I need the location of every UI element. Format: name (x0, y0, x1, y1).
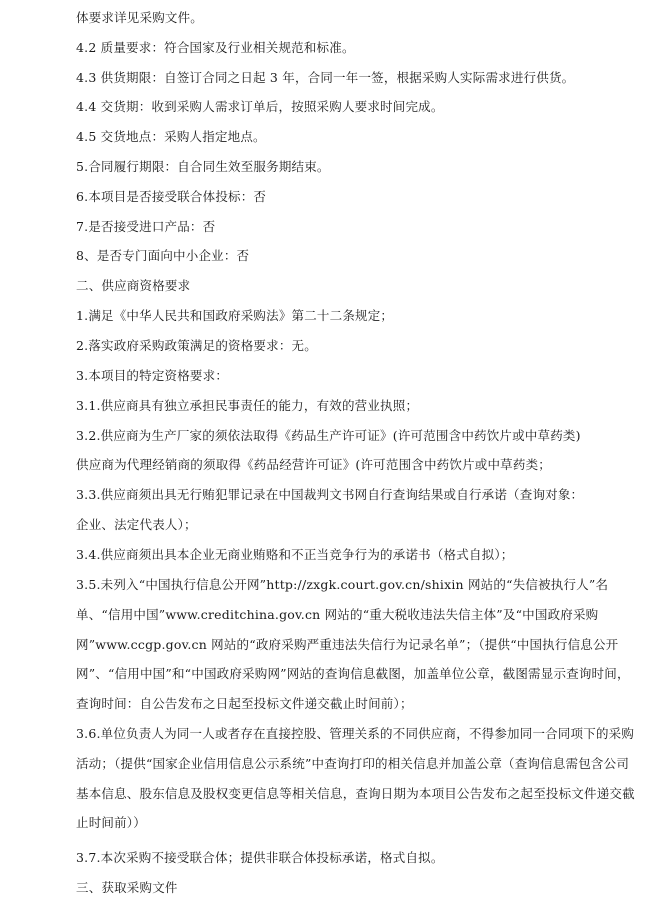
section-heading: 二、供应商资格要求 (76, 278, 191, 293)
text-line: 4.3 供货期限：自签订合同之日起 3 年，合同一年一签，根据采购人实际需求进行供货。 (76, 70, 575, 85)
text-line: 5.合同履行期限：自合同生效至服务期结束。 (76, 159, 330, 174)
section-heading: 三、获取采购文件 (76, 880, 178, 895)
text-line: 6.本项目是否接受联合体投标：否 (76, 189, 267, 204)
text-line: 3.本项目的特定资格要求： (76, 368, 229, 383)
text-line: 供应商为代理经销商的须取得《药品经营许可证》(许可范围含中药饮片或中草药类； (76, 457, 551, 472)
text-line: 3.4.供应商须出具本企业无商业贿赂和不正当竞争行为的承诺书（格式自拟）； (76, 547, 514, 562)
text-line: 3.2.供应商为生产厂家的须依法取得《药品生产许可证》(许可范围含中药饮片或中草药类) (76, 428, 581, 443)
text-line: 4.4 交货期：收到采购人需求订单后，按照采购人要求时间完成。 (76, 99, 444, 114)
paragraph-3-5: 3.5.未列入“中国执行信息公开网”http://zxgk.court.gov.cn/shixin 网站的“失信被执行人”名单、“信用中国”www.creditchina.gov.cn 网站的“重大税收违法失信主体”及“中国政府采购网”www.ccgp.gov.cn 网站的“政府采购严重违法失信行为记录名单”；（提供“中国执行信息公开网”、“信用中国”和“中国政府采购网”网站的查询信息截图，加盖单位公章，截图需显示查询时间，查询时间：自公告发布之日起至投标文件递交截止时间前）； (76, 577, 630, 712)
text-line: 4.5 交货地点：采购人指定地点。 (76, 129, 266, 144)
text-line: 3.1.供应商具有独立承担民事责任的能力，有效的营业执照； (76, 398, 419, 413)
text-line: 企业、法定代表人）； (76, 517, 197, 532)
text-line: 8、是否专门面向中小企业：否 (76, 248, 250, 263)
text-line: 7.是否接受进口产品：否 (76, 219, 216, 234)
text-line: 3.3.供应商须出具无行贿犯罪记录在中国裁判文书网自行查询结果或自行承诺（查询对象： (76, 487, 584, 502)
text-line: 2.落实政府采购政策满足的资格要求：无。 (76, 338, 317, 353)
text-line: 体要求详见采购文件。 (76, 10, 204, 25)
text-line: 4.2 质量要求：符合国家及行业相关规范和标准。 (76, 40, 355, 55)
text-line: 1.满足《中华人民共和国政府采购法》第二十二条规定； (76, 308, 394, 323)
text-line: 3.7.本次采购不接受联合体；提供非联合体投标承诺，格式自拟。 (76, 850, 444, 865)
paragraph-3-6: 3.6.单位负责人为同一人或者存在直接控股、管理关系的不同供应商，不得参加同一合同项下的采购活动；（提供“国家企业信用信息公示系统”中查询打印的相关信息并加盖公章（查询信息需包含公司基本信息、股东信息及股权变更信息等相关信息，查询日期为本项目公告发布之起至投标文件递交截止时间前）） (76, 726, 635, 831)
